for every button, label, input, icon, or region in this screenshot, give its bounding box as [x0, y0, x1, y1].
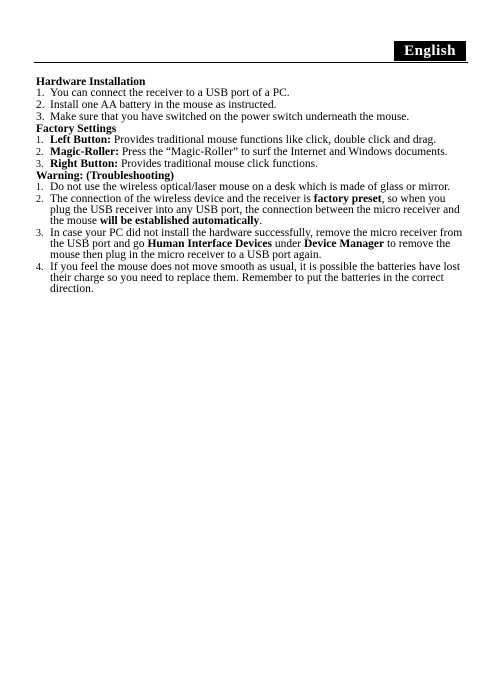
section-title-factory: Factory Settings	[36, 123, 117, 135]
item-number: 3.	[36, 111, 45, 123]
item-text: Do not use the wireless optical/laser mouse on a desk which is made of glass or mirror.	[50, 181, 451, 193]
item-text: Install one AA battery in the mouse as instructed.	[50, 99, 277, 111]
item-number: 2.	[36, 194, 44, 205]
text-run: The connection of the wireless device and the receiver is	[50, 193, 314, 205]
item-number: 3.	[36, 159, 44, 170]
list-item	[36, 159, 464, 170]
list-item	[36, 88, 464, 99]
hardware-list	[36, 88, 464, 123]
item-number: 1.	[36, 87, 45, 99]
list-item	[36, 135, 464, 146]
emphasis-factory-preset: factory preset	[313, 193, 382, 205]
item-text	[50, 147, 464, 158]
list-item	[36, 228, 464, 261]
text-run: In case your PC did not install the hardware successfully, remove the micro receiver from the USB port and go	[50, 227, 463, 250]
item-label: Right Button:	[50, 158, 119, 170]
list-item	[36, 147, 464, 158]
item-number: 1.	[36, 135, 44, 146]
manual-content	[36, 77, 464, 296]
section-title-hardware: Hardware Installation	[36, 76, 146, 88]
item-text	[50, 228, 464, 261]
warning-list	[36, 182, 464, 295]
item-text: Make sure that you have switched on the power switch underneath the mouse.	[50, 111, 410, 123]
text-run: under	[272, 238, 304, 250]
item-description: Provides traditional mouse functions like click, double click and drag.	[111, 134, 437, 146]
factory-list	[36, 135, 464, 170]
list-item	[36, 100, 464, 111]
item-text	[50, 135, 464, 146]
item-text	[50, 194, 464, 227]
item-number: 3.	[36, 228, 44, 239]
list-item	[36, 112, 464, 123]
text-run: .	[259, 215, 263, 227]
item-description: Press the “Magic-Roller” to surf the Internet and Windows documents.	[118, 146, 448, 158]
item-label: Magic-Roller:	[50, 146, 119, 158]
emphasis-established-automatically: will be established automatically	[99, 215, 260, 227]
item-text: If you feel the mouse does not move smooth as usual, it is possible the batteries have lost their charge so you need to replace them. Remember to put the batteries in the correct direction.	[50, 261, 461, 295]
emphasis-device-manager: Device Manager	[303, 238, 385, 250]
list-item	[36, 262, 464, 295]
text-run: , so when you plug the USB receiver into any USB port, the connection between the micro receiver and the mouse	[50, 193, 460, 227]
list-item	[36, 182, 464, 193]
item-number: 2.	[36, 147, 44, 158]
item-number: 1.	[36, 182, 44, 193]
list-item	[36, 194, 464, 227]
text-run: to remove the mouse then plug in the micro receiver to a USB port again.	[50, 238, 451, 261]
header-rule	[34, 62, 468, 63]
item-text: You can connect the receiver to a USB port of a PC.	[50, 87, 290, 99]
item-description: Provides traditional mouse click functions.	[118, 158, 318, 170]
section-title-warning: Warning: (Troubleshooting)	[36, 170, 174, 182]
item-number: 4.	[36, 262, 44, 273]
item-number: 2.	[36, 99, 45, 111]
item-label: Left Button:	[50, 134, 112, 146]
language-badge: English	[394, 41, 466, 61]
item-text	[50, 159, 464, 170]
emphasis-human-interface-devices: Human Interface Devices	[147, 238, 272, 250]
